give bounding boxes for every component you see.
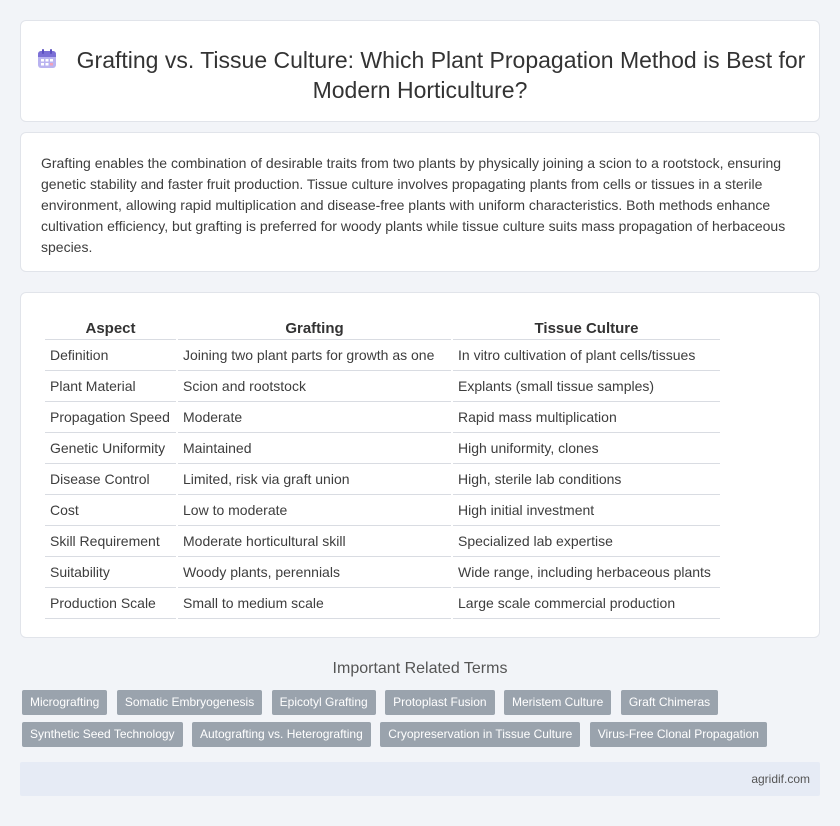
tag-cryopreservation[interactable]: Cryopreservation in Tissue Culture [380,722,580,747]
table-cell: Explants (small tissue samples) [453,371,720,402]
tag-virus-free-clonal-propagation[interactable]: Virus-Free Clonal Propagation [590,722,767,747]
table-cell: Production Scale [45,588,176,619]
table-cell: High initial investment [453,495,720,526]
tag-graft-chimeras[interactable]: Graft Chimeras [621,690,718,715]
table-row [45,433,720,464]
related-terms-tags [22,690,812,754]
column-header-grafting: Grafting [178,316,451,340]
comparison-card [20,292,820,638]
column-header-aspect: Aspect [45,316,176,340]
table-cell: Large scale commercial production [453,588,720,619]
calendar-icon [35,47,59,71]
tag-protoplast-fusion[interactable]: Protoplast Fusion [385,690,494,715]
table-cell: High uniformity, clones [453,433,720,464]
table-cell: Low to moderate [178,495,451,526]
table-cell: Disease Control [45,464,176,495]
tag-autografting-vs-heterografting[interactable]: Autografting vs. Heterografting [192,722,371,747]
tag-row [22,722,812,754]
summary-paragraph: Grafting enables the combination of desirable traits from two plants by physically joining a scion to a rootstock, ensuring genetic stability and faster fruit production. Tissue culture involves propagating plants from cells or tissues in a sterile environment, allowing rapid multiplication and disease-free plants with uniform characteristics. Both methods enhance cultivation efficiency, but grafting is preferred for woody plants while tissue culture suits mass propagation of herbaceous species. [41,155,786,255]
related-terms-heading: Important Related Terms [332,660,508,677]
table-cell: Small to medium scale [178,588,451,619]
table-row [45,371,720,402]
tag-somatic-embryogenesis[interactable]: Somatic Embryogenesis [117,690,262,715]
table-cell: Moderate [178,402,451,433]
table-cell: Maintained [178,433,451,464]
table-cell: Moderate horticultural skill [178,526,451,557]
title-card [20,20,820,122]
table-cell: Wide range, including herbaceous plants [453,557,720,588]
table-cell: Definition [45,340,176,371]
page-title [21,45,819,105]
table-cell: Genetic Uniformity [45,433,176,464]
table-header-row [45,316,720,340]
comparison-table [43,316,722,619]
tag-micrografting[interactable]: Micrografting [22,690,107,715]
tag-meristem-culture[interactable]: Meristem Culture [504,690,611,715]
tag-epicotyl-grafting[interactable]: Epicotyl Grafting [272,690,376,715]
table-cell: In vitro cultivation of plant cells/tissues [453,340,720,371]
table-row [45,588,720,619]
footer-site-link[interactable]: agridif.com [751,772,810,786]
table-cell: Skill Requirement [45,526,176,557]
table-cell: Suitability [45,557,176,588]
footer [20,762,820,796]
table-row [45,495,720,526]
table-cell: Cost [45,495,176,526]
column-header-tissue-culture: Tissue Culture [453,316,720,340]
table-row [45,340,720,371]
table-cell: Plant Material [45,371,176,402]
table-cell: Specialized lab expertise [453,526,720,557]
table-cell: Rapid mass multiplication [453,402,720,433]
tag-synthetic-seed-technology[interactable]: Synthetic Seed Technology [22,722,183,747]
table-cell: Woody plants, perennials [178,557,451,588]
table-cell: Scion and rootstock [178,371,451,402]
table-row [45,402,720,433]
table-cell: Propagation Speed [45,402,176,433]
table-cell: Joining two plant parts for growth as one [178,340,451,371]
table-cell: High, sterile lab conditions [453,464,720,495]
table-cell: Limited, risk via graft union [178,464,451,495]
tag-row [22,690,812,722]
page-title-text: Grafting vs. Tissue Culture: Which Plant Propagation Method is Best for Modern Horticulture? [76,47,806,103]
table-row [45,557,720,588]
table-row [45,464,720,495]
summary-card [20,132,820,272]
table-row [45,526,720,557]
